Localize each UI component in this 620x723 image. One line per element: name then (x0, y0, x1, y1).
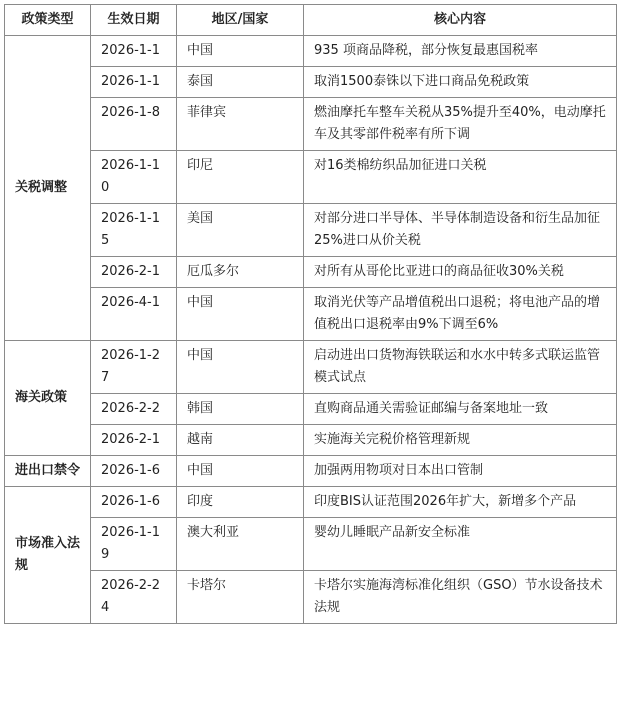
table-row (5, 341, 617, 394)
content-cell: 燃油摩托车整车关税从35%提升至40%，电动摩托车及其零部件税率有所下调 (304, 98, 617, 151)
date-cell: 2026-1-27 (91, 341, 177, 394)
content-cell: 印度BIS认证范围2026年扩大，新增多个产品 (304, 487, 617, 518)
table-row (5, 487, 617, 518)
date-cell: 2026-1-15 (91, 204, 177, 257)
table-row (5, 571, 617, 624)
table-row (5, 151, 617, 204)
content-cell: 对16类棉纺织品加征进口关税 (304, 151, 617, 204)
region-cell: 卡塔尔 (177, 571, 304, 624)
region-cell: 中国 (177, 341, 304, 394)
category-cell: 关税调整 (5, 36, 91, 341)
date-cell: 2026-1-8 (91, 98, 177, 151)
content-cell: 婴幼儿睡眠产品新安全标准 (304, 518, 617, 571)
date-cell: 2026-4-1 (91, 288, 177, 341)
category-cell: 海关政策 (5, 341, 91, 456)
table-row (5, 67, 617, 98)
region-cell: 越南 (177, 425, 304, 456)
region-cell: 厄瓜多尔 (177, 257, 304, 288)
table-row (5, 36, 617, 67)
content-cell: 卡塔尔实施海湾标准化组织（GSO）节水设备技术法规 (304, 571, 617, 624)
content-cell: 取消光伏等产品增值税出口退税；将电池产品的增值税出口退税率由9%下调至6% (304, 288, 617, 341)
table-row (5, 98, 617, 151)
content-cell: 935 项商品降税，部分恢复最惠国税率 (304, 36, 617, 67)
region-cell: 中国 (177, 36, 304, 67)
content-cell: 启动进出口货物海铁联运和水水中转多式联运监管模式试点 (304, 341, 617, 394)
policy-table (4, 4, 617, 624)
region-cell: 印度 (177, 487, 304, 518)
date-cell: 2026-1-6 (91, 487, 177, 518)
header-region: 地区/国家 (177, 5, 304, 36)
content-cell: 实施海关完税价格管理新规 (304, 425, 617, 456)
content-cell: 直购商品通关需验证邮编与备案地址一致 (304, 394, 617, 425)
table-row (5, 456, 617, 487)
header-row (5, 5, 617, 36)
content-cell: 加强两用物项对日本出口管制 (304, 456, 617, 487)
category-cell: 进出口禁令 (5, 456, 91, 487)
date-cell: 2026-1-10 (91, 151, 177, 204)
date-cell: 2026-2-24 (91, 571, 177, 624)
category-cell: 市场准入法规 (5, 487, 91, 624)
header-policy-type: 政策类型 (5, 5, 91, 36)
region-cell: 印尼 (177, 151, 304, 204)
content-cell: 取消1500泰铢以下进口商品免税政策 (304, 67, 617, 98)
region-cell: 泰国 (177, 67, 304, 98)
region-cell: 中国 (177, 288, 304, 341)
table-row (5, 288, 617, 341)
region-cell: 中国 (177, 456, 304, 487)
region-cell: 菲律宾 (177, 98, 304, 151)
date-cell: 2026-1-19 (91, 518, 177, 571)
date-cell: 2026-1-1 (91, 36, 177, 67)
content-cell: 对所有从哥伦比亚进口的商品征收30%关税 (304, 257, 617, 288)
content-cell: 对部分进口半导体、半导体制造设备和衍生品加征25%进口从价关税 (304, 204, 617, 257)
region-cell: 韩国 (177, 394, 304, 425)
table-row (5, 204, 617, 257)
date-cell: 2026-2-2 (91, 394, 177, 425)
date-cell: 2026-2-1 (91, 257, 177, 288)
table-row (5, 518, 617, 571)
table-row (5, 394, 617, 425)
date-cell: 2026-1-6 (91, 456, 177, 487)
region-cell: 澳大利亚 (177, 518, 304, 571)
header-effective-date: 生效日期 (91, 5, 177, 36)
region-cell: 美国 (177, 204, 304, 257)
date-cell: 2026-1-1 (91, 67, 177, 98)
header-core-content: 核心内容 (304, 5, 617, 36)
table-row (5, 425, 617, 456)
table-row (5, 257, 617, 288)
date-cell: 2026-2-1 (91, 425, 177, 456)
